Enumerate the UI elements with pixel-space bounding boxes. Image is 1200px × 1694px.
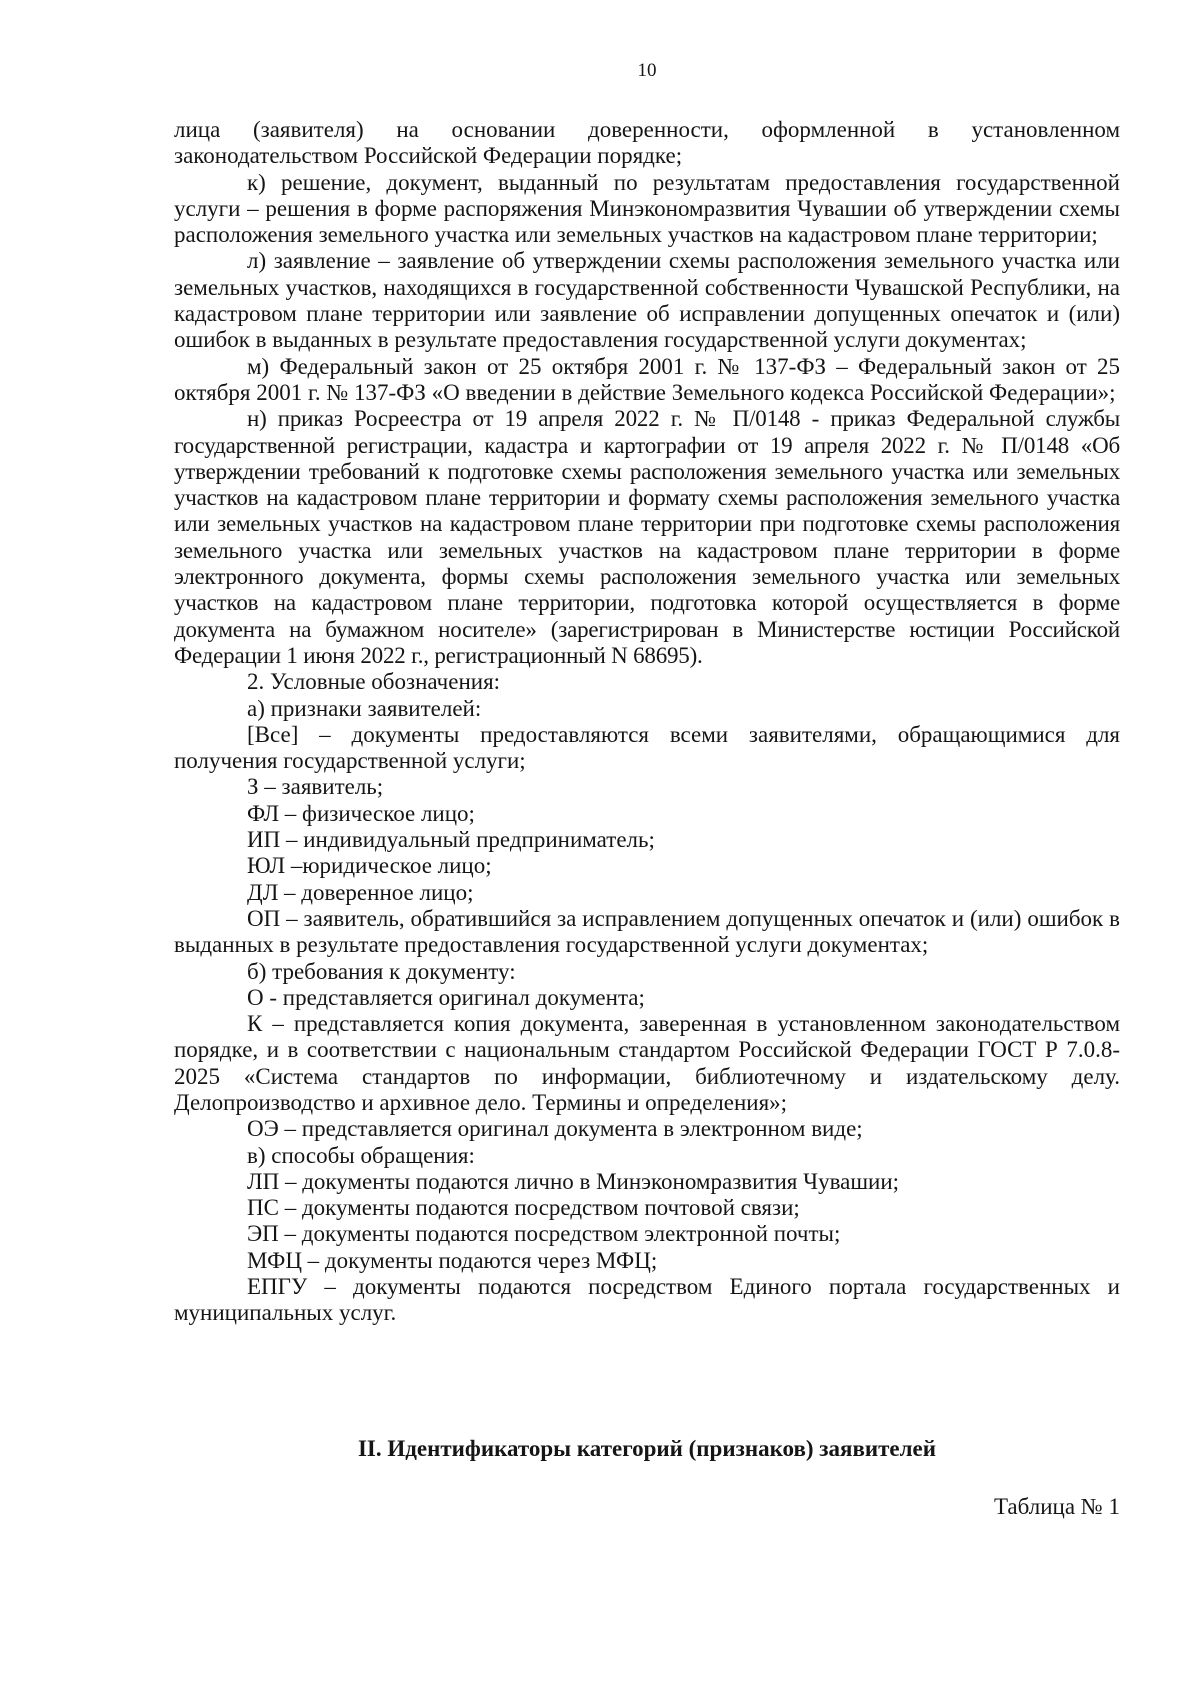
section-title: II. Идентификаторы категорий (признаков) заявителей (357, 1436, 937, 1461)
paragraph-applicant-signs: а) признаки заявителей: (247, 695, 482, 721)
paragraph-continuation: лица (заявителя) на основании доверенности, оформленной в установленном законодательством Российской Федерации порядке; (174, 117, 1120, 169)
paragraph-applicant: З – заявитель; (247, 774, 384, 800)
paragraph-l-application: л) заявление – заявление об утверждении схемы расположения земельного участка или земельных участков, находящихся в государственной собственности Чувашской Республики, на кадастровом плане территории или заявление об исправлении допущенных опечаток и (или) ошибок в выданных в результате предоставления государственной услуги документах; (174, 248, 1120, 353)
table-label: Таблица № 1 (993, 1494, 1120, 1519)
paragraph-in-person: ЛП – документы подаются лично в Минэкономразвития Чувашии; (247, 1168, 900, 1194)
paragraph-submission-methods: в) способы обращения: (247, 1142, 475, 1168)
paragraph-postal: ПС – документы подаются посредством почтовой связи; (247, 1195, 800, 1221)
paragraph-document-requirements: б) требования к документу: (247, 958, 516, 984)
body-text (174, 117, 1120, 1327)
paragraph-original: О - представляется оригинал документа; (247, 984, 645, 1010)
paragraph-electronic-original: ОЭ – представляется оригинал документа в электронном виде; (247, 1116, 863, 1142)
paragraph-legal-entity: ЮЛ –юридическое лицо; (247, 853, 492, 879)
paragraph-mfc: МФЦ – документы подаются через МФЦ; (247, 1247, 658, 1273)
paragraph-entrepreneur: ИП – индивидуальный предприниматель; (247, 827, 655, 853)
paragraph-all-applicants: [Все] – документы предоставляются всеми заявителями, обращающимися для получения государственной услуги; (174, 721, 1120, 774)
paragraph-n-rosreestr-order: н) приказ Росреестра от 19 апреля 2022 г. № П/0148 - приказ Федеральной службы государственной регистрации, кадастра и картографии от 19 апреля 2022 г. № П/0148 «Об утверждении требований к подготовке схемы расположения земельного участка или земельных участков на кадастровом плане территории и формату схемы расположения земельного участка или земельных участков на кадастровом плане территории при подготовке схемы расположения земельного участка или земельных участков на кадастровом плане территории в форме электронного документа, формы схемы расположения земельного участка или земельных участков на кадастровом плане территории, подготовка которой осуществляется в форме документа на бумажном носителе» (зарегистрирован в Министерстве юстиции Российской Федерации 1 июня 2022 г., регистрационный N 68695). (174, 406, 1120, 668)
paragraph-legend-heading: 2. Условные обозначения: (247, 669, 501, 695)
page-number: 10 (637, 60, 657, 81)
paragraph-epgu: ЕПГУ – документы подаются посредством Единого портала государственных и муниципальных услуг. (174, 1274, 1120, 1326)
paragraph-trusted-person: ДЛ – доверенное лицо; (247, 879, 474, 905)
paragraph-certified-copy: К – представляется копия документа, заверенная в установленном законодательством порядке, и в соответствии с национальным стандартом Российской Федерации ГОСТ Р 7.0.8-2025 «Система стандартов по информации, библиотечному и издательскому делу. Делопроизводство и архивное дело. Термины и определения»; (174, 1011, 1120, 1115)
paragraph-email: ЭП – документы подаются посредством электронной почты; (247, 1221, 841, 1247)
paragraph-m-federal-law: м) Федеральный закон от 25 октября 2001 г. № 137-ФЗ – Федеральный закон от 25 октября 2001 г. № 137-ФЗ «О введении в действие Земельного кодекса Российской Федерации»; (174, 353, 1120, 405)
paragraph-correction-applicant: ОП – заявитель, обратившийся за исправлением допущенных опечаток и (или) ошибок в выданных в результате предоставления государственной услуги документах; (174, 905, 1120, 958)
paragraph-individual: ФЛ – физическое лицо; (247, 800, 475, 826)
paragraph-k-decision: к) решение, документ, выданный по результатам предоставления государственной услуги – решения в форме распоряжения Минэкономразвития Чувашии об утверждении схемы расположения земельного участка или земельных участков на кадастровом плане территории; (174, 169, 1120, 248)
